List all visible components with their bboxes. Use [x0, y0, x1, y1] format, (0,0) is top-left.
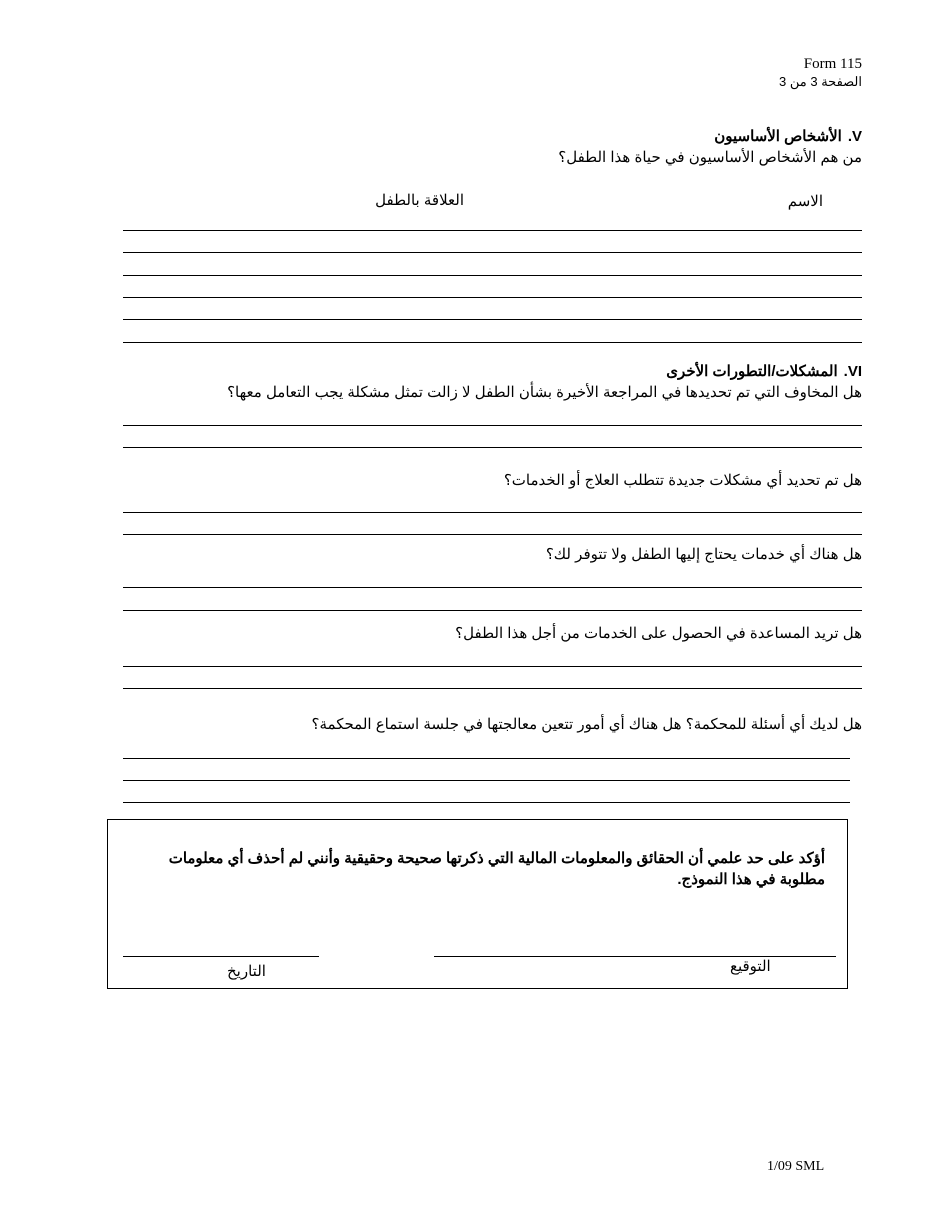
section-v-title: الأشخاص الأساسيون: [714, 128, 842, 145]
question-4: هل تريد المساعدة في الحصول على الخدمات من أجل هذا الطفل؟: [455, 625, 862, 642]
answer-line[interactable]: [123, 425, 862, 426]
question-3: هل هناك أي خدمات يحتاج إليها الطفل ولا تتوفر لك؟: [545, 546, 862, 563]
date-label: التاريخ: [227, 963, 266, 980]
section-v-question: من هم الأشخاص الأساسيون في حياة هذا الطفل؟: [558, 149, 862, 166]
answer-line[interactable]: [123, 758, 850, 759]
question-5: هل لديك أي أسئلة للمحكمة؟ هل هناك أي أمور تتعين معالجتها في جلسة استماع المحكمة؟: [311, 716, 862, 733]
answer-line[interactable]: [123, 297, 862, 298]
section-v-heading: [714, 127, 862, 145]
answer-line[interactable]: [123, 587, 862, 588]
question-1: هل المخاوف التي تم تحديدها في المراجعة الأخيرة بشأن الطفل لا زالت تمثل مشكلة يجب التعامل معها؟: [227, 384, 862, 401]
section-vi-number: VI.: [843, 363, 862, 380]
section-v-number: V.: [847, 128, 862, 145]
date-line[interactable]: [123, 956, 319, 957]
answer-line[interactable]: [123, 447, 862, 448]
certification-box: [107, 819, 848, 989]
answer-line[interactable]: [123, 534, 862, 535]
column-relationship-label: العلاقة بالطفل: [375, 192, 464, 209]
section-vi-title: المشكلات/التطورات الأخرى: [666, 363, 838, 380]
signature-line[interactable]: [434, 956, 836, 957]
answer-line[interactable]: [123, 275, 862, 276]
answer-line[interactable]: [123, 802, 850, 803]
signature-label: التوقيع: [730, 958, 771, 975]
certification-statement: أؤكد على حد علمي أن الحقائق والمعلومات المالية التي ذكرتها صحيحة وحقيقية وأنني لم أحذف أي معلومات مطلوبة في هذا النموذج.: [168, 850, 825, 888]
answer-line[interactable]: [123, 780, 850, 781]
column-name-label: الاسم: [787, 193, 823, 210]
answer-line[interactable]: [123, 252, 862, 253]
answer-line[interactable]: [123, 319, 862, 320]
answer-line[interactable]: [123, 666, 862, 667]
answer-line[interactable]: [123, 342, 862, 343]
answer-line[interactable]: [123, 688, 862, 689]
form-number: Form 115: [803, 56, 862, 72]
answer-line[interactable]: [123, 230, 862, 231]
revision-code: 1/09 SML: [767, 1159, 825, 1174]
page-indicator: الصفحة 3 من 3: [779, 74, 862, 89]
answer-line[interactable]: [123, 610, 862, 611]
section-vi-heading: [666, 362, 862, 380]
question-2: هل تم تحديد أي مشكلات جديدة تتطلب العلاج أو الخدمات؟: [503, 472, 862, 489]
answer-line[interactable]: [123, 512, 862, 513]
